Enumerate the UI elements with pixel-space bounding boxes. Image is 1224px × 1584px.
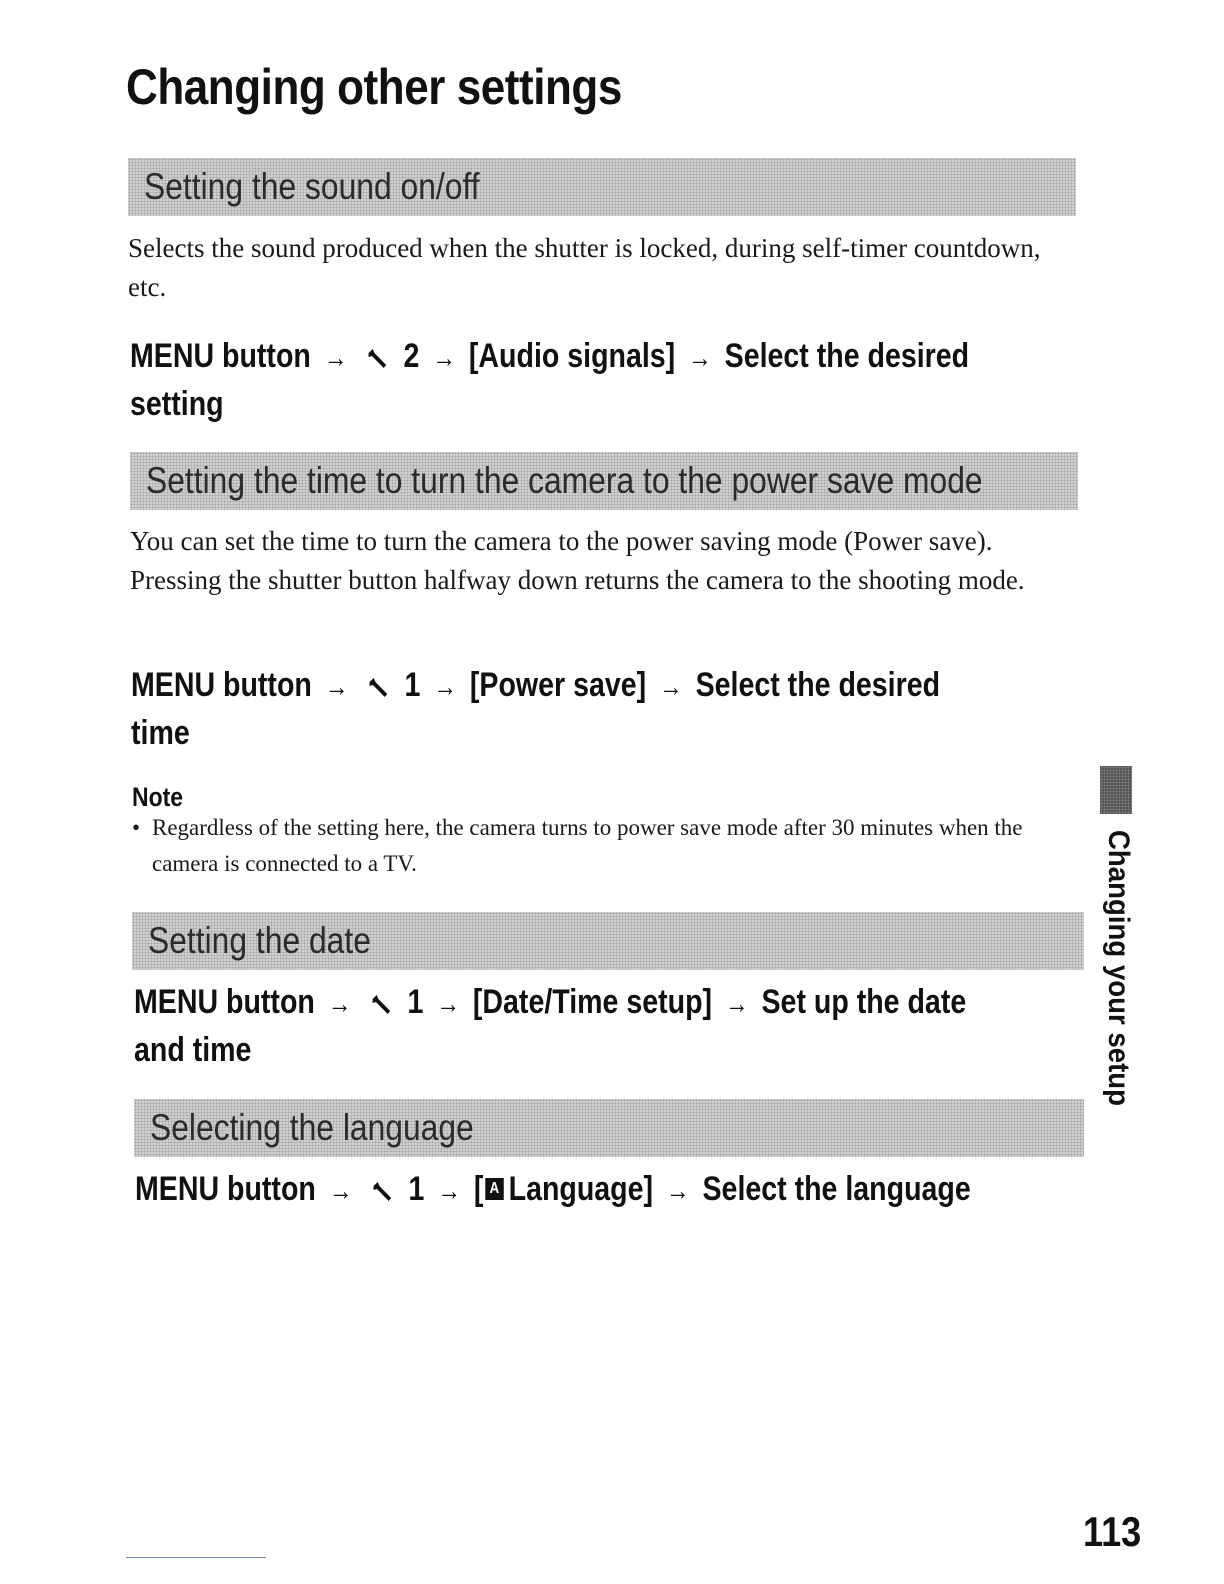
menu-button-label: MENU button <box>130 337 311 375</box>
menu-button-label: MENU button <box>135 1170 316 1208</box>
arrow-icon: → <box>436 988 460 1019</box>
menu-step-tail-cont: setting <box>130 385 224 423</box>
setup-page-number: 1 <box>408 1170 425 1208</box>
bullet-icon: • <box>132 815 141 840</box>
wrench-icon <box>372 1180 394 1202</box>
menu-item-bracket: [ <box>473 1170 484 1208</box>
date-menu-path <box>134 979 966 1073</box>
arrow-icon: → <box>328 1175 353 1206</box>
sound-description: Selects the sound produced when the shutter is locked, during self-timer countdown, etc. <box>128 233 1041 302</box>
power-save-description: You can set the time to turn the camera to the power saving mode (Power save). Pressing the shutter button halfway down returns the camera to the shooting mode. <box>130 526 1025 595</box>
section-heading-sound <box>128 158 1076 216</box>
menu-step-tail: Select the desired <box>724 337 970 375</box>
arrow-icon: → <box>666 1175 690 1206</box>
menu-step-tail: Select the desired <box>695 666 941 704</box>
footer-rule <box>126 1557 266 1558</box>
setup-page-number: 2 <box>403 337 420 375</box>
setup-page-number: 1 <box>407 983 424 1021</box>
wrench-icon <box>367 347 389 369</box>
note-text: Regardless of the setting here, the camera turns to power save mode after 30 minutes when the camera is connected to a TV. <box>152 815 1023 876</box>
page-title: Changing other settings <box>126 59 622 115</box>
arrow-icon: → <box>323 342 348 373</box>
wrench-icon <box>371 993 393 1015</box>
arrow-icon: → <box>433 671 457 702</box>
menu-item-date-time-setup: [Date/Time setup] <box>472 983 713 1021</box>
section-heading-power-save-label: Setting the time to turn the camera to the power save mode <box>146 460 983 501</box>
arrow-icon: → <box>327 988 352 1019</box>
language-menu-path <box>135 1166 971 1214</box>
side-tab-marker <box>1100 766 1132 814</box>
note-item <box>132 810 1082 882</box>
menu-item-power-save: [Power save] <box>469 666 647 704</box>
wrench-icon <box>368 676 390 698</box>
menu-step-tail: Select the language <box>702 1170 971 1208</box>
side-tab-label: Changing your setup <box>1102 830 1135 1106</box>
menu-item-language: Language] <box>508 1170 654 1208</box>
section-heading-power-save <box>130 452 1078 510</box>
section-heading-date-label: Setting the date <box>148 920 371 961</box>
arrow-icon: → <box>659 671 683 702</box>
arrow-icon: → <box>432 342 456 373</box>
arrow-icon: → <box>725 988 749 1019</box>
menu-item-audio-signals: [Audio signals] <box>468 337 676 375</box>
section-heading-language-label: Selecting the language <box>150 1107 474 1148</box>
section-heading-sound-label: Setting the sound on/off <box>144 166 480 207</box>
note-label: Note <box>132 782 183 812</box>
section-heading-language <box>134 1099 1084 1157</box>
menu-step-tail-cont: time <box>131 714 190 752</box>
page-number: 113 <box>1083 1508 1142 1555</box>
sound-menu-path <box>130 333 969 427</box>
menu-button-label: MENU button <box>131 666 312 704</box>
language-icon: A <box>485 1178 503 1200</box>
arrow-icon: → <box>324 671 349 702</box>
power-save-menu-path <box>131 662 940 756</box>
section-heading-date <box>132 912 1084 970</box>
menu-step-tail: Set up the date <box>761 983 967 1021</box>
arrow-icon: → <box>688 342 712 373</box>
arrow-icon: → <box>437 1175 461 1206</box>
menu-step-tail-cont: and time <box>134 1031 252 1069</box>
menu-button-label: MENU button <box>134 983 315 1021</box>
setup-page-number: 1 <box>404 666 421 704</box>
